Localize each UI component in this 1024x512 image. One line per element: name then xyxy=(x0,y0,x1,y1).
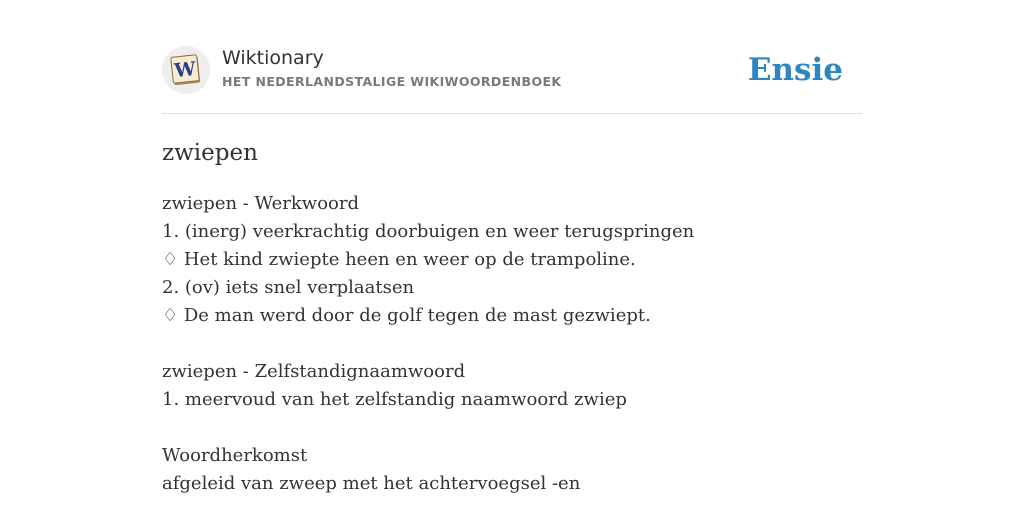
site-name[interactable]: Wiktionary xyxy=(222,47,324,69)
ensie-brand-link[interactable]: Ensie xyxy=(747,52,843,88)
site-tagline: HET NEDERLANDSTALIGE WIKIWOORDENBOEK xyxy=(222,74,562,89)
wiktionary-logo-icon[interactable] xyxy=(162,46,210,94)
verb-definition-1: 1. (inerg) veerkrachtig doorbuigen en weer terugspringen xyxy=(162,221,695,242)
verb-heading: zwiepen - Werkwoord xyxy=(162,193,359,214)
svg-text:W: W xyxy=(173,57,197,83)
verb-example-2: ♢ De man werd door de golf tegen de mast gezwiept. xyxy=(162,305,651,326)
section-divider xyxy=(162,330,694,358)
verb-definition-2: 2. (ov) iets snel verplaatsen xyxy=(162,277,415,298)
site-header xyxy=(162,0,862,114)
page-title: zwiepen xyxy=(162,140,258,166)
noun-definition-1: 1. meervoud van het zelfstandig naamwoord zwiep xyxy=(162,389,627,410)
section-divider xyxy=(162,414,694,442)
etymology-heading: Woordherkomst xyxy=(162,445,308,466)
verb-example-1: ♢ Het kind zwiepte heen en weer op de trampoline. xyxy=(162,249,636,270)
page-container xyxy=(162,0,862,494)
noun-heading: zwiepen - Zelfstandignaamwoord xyxy=(162,361,466,382)
etymology-text: afgeleid van zweep met het achtervoegsel -en xyxy=(162,473,581,494)
entry-content xyxy=(162,190,694,498)
